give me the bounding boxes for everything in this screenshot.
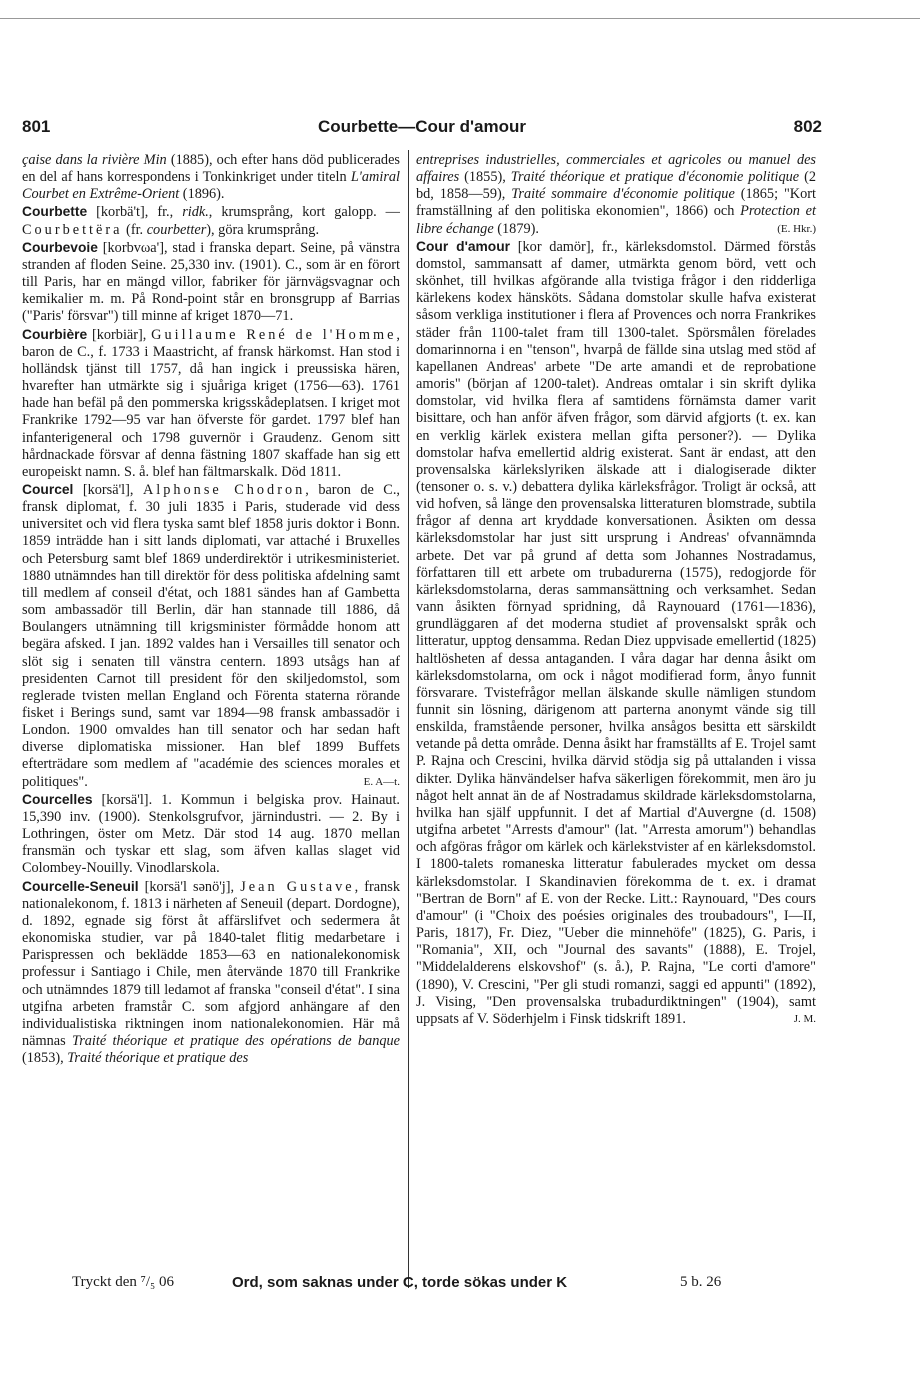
text: [korbvωa'], stad i franska depart. Seine, på vänstra stranden af floden Seine. 25,330 inv. (1901). C., som är en förort till Paris, har en mängd villor, fabriker för järnvägsvagnar och kemikalier m. m. På Rond-point står en bronsgrupp af Barrias ("Paris' försvar") till minne af kriget 1870—71. (22, 239, 400, 325)
entry-courcel (22, 481, 400, 791)
spaced-name: Alphonse Chodron (142, 481, 306, 498)
headword: Cour d'amour (416, 238, 511, 254)
entry-courbette (22, 203, 400, 238)
page-number-right: 802 (793, 117, 822, 136)
text: (1865; "Kort framställning af den politiska ekonomien", 1866) och (416, 186, 816, 220)
entry-cour-damour (416, 238, 816, 1028)
print-date: Tryckt den ⁷/₅ 06 (72, 1274, 174, 1290)
text: , fransk nationalekonom, f. 1813 i närheten af Seneuil (depart. Dordogne), d. 1892, egnade sig först åt affärslifvet och sedermera åt ekonomiska studier, var på 1840-talet flitig medarbetare i Parispressen och beklädde 1853—63 en nationalekonomisk professur i Santiago i Chile, men återvände 1870 till Frankrike och utnämndes 1879 till ledamot af franska "conseil d'état". I sina utgifna arbeten framstår C. som afgjord anhängare af den individualistiska riktningen inom nationalekonomien. Här må nämnas (22, 878, 400, 1049)
author-signature: E. A—t. (363, 775, 400, 788)
right-column (416, 152, 816, 1028)
text: (2 bd, 1858—59), (416, 169, 816, 203)
entry-courbiere (22, 326, 400, 481)
entry-courcelles (22, 791, 400, 878)
running-title: Courbette—Cour d'amour (317, 117, 527, 136)
entry-continuation (416, 152, 816, 238)
text: [korsä'l]. 1. Kommun i belgiska prov. Hainaut. 15,390 inv. (1900). Stenkolsgrufvor, järnindustri. — 2. By i Lothringen, öster om Metz. Där stod 14 aug. 1870 mellan fransmän och tyskar ett slag, som äfven kallas slaget vid Colombey-Nouilly. Vinodlarskola. (22, 791, 400, 877)
text-italic: Traité théorique et pratique des (67, 1050, 249, 1067)
text-italic: Traité théorique et pratique des opérations de banque (72, 1032, 401, 1049)
headword: Courcelle-Seneuil (22, 878, 139, 894)
left-column (22, 152, 400, 1067)
headword: Courbette (22, 204, 88, 220)
text-italic: L'amiral Courbet en Extrême-Orient (22, 169, 400, 203)
text: (fr. (122, 221, 147, 238)
spaced-name: Guillaume René de l'Homme (151, 326, 397, 343)
spaced-name: Jean Gustave (240, 878, 355, 895)
text: [korbiär], (87, 326, 152, 343)
text-italic: ridk. (182, 204, 209, 221)
text: [korsä'l sənö'j], (138, 878, 241, 895)
text-italic: Traité sommaire d'économie politique (511, 186, 735, 203)
text-italic: Traité théorique et pratique d'économie politique (510, 169, 800, 186)
text: ), göra krumsprång. (206, 221, 320, 238)
text-italic: courbetter (146, 221, 207, 238)
author-signature: (E. Hkr.) (777, 222, 816, 235)
sheet-signature: 5 b. 26 (680, 1274, 722, 1290)
text-italic: çaise dans la rivière Min (22, 152, 167, 168)
column-divider (408, 150, 409, 1288)
top-rule (0, 18, 920, 19)
author-signature: J. M. (793, 1012, 816, 1025)
page-footer (72, 1274, 812, 1296)
headword: Courbière (22, 326, 88, 342)
text-italic: entreprises industrielles, commerciales et agricoles ou manuel des affaires (416, 152, 816, 186)
headword: Courbevoie (22, 239, 98, 255)
page-header (22, 117, 822, 141)
page-number-left: 801 (22, 117, 51, 136)
entry-continuation (22, 152, 400, 203)
text: , baron de C., f. 1733 i Maastricht, af fransk härkomst. Han stod i holländsk tjänst till 1757, då han ingick i preussiska hären, hvarefter han utmärkte sig i sjuåriga kriget (1756—63). 1761 hade han befäl på den pommerska krigsskådeplatsen. I kriget mot Frankrike 1792—95 var han öfverste för gardet. 1797 blef han infanterigeneral och 1798 guvernör i Graudenz. Genom sitt hårdnackade försvar af denna fästning 1807 skaffade han sig ett europeiskt namn. S. å. blef han fältmarskalk. Död 1811. (22, 326, 400, 480)
text: , krumsprång, kort galopp. — (208, 204, 400, 221)
cross-reference-notice: Ord, som saknas under C, torde sökas under K (232, 1274, 568, 1291)
text: [korsä'l], (73, 481, 143, 498)
text-italic: Protection et libre échange (416, 203, 816, 237)
text: (1896). (179, 186, 225, 203)
headword: Courcelles (22, 791, 93, 807)
text: [korbä't], fr., (87, 204, 183, 221)
text: (1885), och efter hans död publicerades en del af hans korrespondens i Tonkinkriget under titeln (22, 152, 400, 186)
entry-courcelle-seneuil (22, 878, 400, 1068)
text: (1853), (22, 1050, 68, 1067)
text: (1855), (459, 169, 511, 186)
text: [kor damör], fr., kärleksdomstol. Därmed förstås domstol, sammansatt af damer, utmärkta genom börd, vett och skönhet, till hvilkas afgörande alla tvistiga frågor i den ridderliga kärlekens kodex hänsköts. Sådana domstolar skulle hafva existerat såsom verkliga institutioner i flera af Provences och norra Frankrikes städer från 1100-talet fram till 1300-talet. Spörsmålen förelades domarinnorna i en "tenson", hvarpå de fällde sina utslag med stöd af kapellanen Andreas' arbete "De arte amandi et de reprobatione amoris" (början af 1200-talet). Andreas omtalar i sin skrift dylika domstolar, vid hvilka flera af samtidens förnämsta damer varit bisittare, och han anför äfven frågor, som därvid afgjorts (t. ex. kan en verklig kärlek existera mellan gifta personer?). — Dylika domstolar hafva emellertid aldrig existerat. Sant är endast, att den provensalska kärlekslyriken älskade att i dialogiserade dikter (tensoner o. s. v.) debattera dylika kärleksfrågor. Troligt är också, att vid hofven, så länge den provensalska litteraturen blomstrade, subtila frågor af denna art kryddade konversationen. Åsikten om dessa kärleksdomstolar har just sitt ursprung i Andreas' ofvannämnda arbete. Det var på grund af detta som Johannes Nostradamus, författaren till ett arbete om trubadurerna (1575), redogjorde för kärleksdomstolarna, deras sammansättning och verksamhet. Sedan vann åsikten förnyad spridning, då Raynouard (1761—1836), grundläggaren af det moderna studiet af provensalskt språk och litteratur, upptog densamma. Redan Diez uppvisade emellertid (1825) haltlösheten af dessa antaganden. I våra dagar har denna åsikt om kärleksdomstolarna, om ock i något modifierad form, ånyo funnit försvarare. Tvistefrågor mellan älskande skulle nämligen stundom funnit sin lösning, därigenom att parterna anonymt vände sig till enskilda, framstående personer, hvilka ansågos besitta ett särskildt vetande på detta område. Denna åsikt har framställts af E. Trojel samt P. Rajna och Crescini, hvilka därvid stödja sig på uttalanden i vissa dikter. Dylika hänvändelser hafva säkerligen förekommit, men äro ju något helt annat än de af Nostradamus skildrade kärleksdomstolarna, hvilka han själf uppfunnit. I det af Martial d'Auvergne (d. 1508) utgifna arbetet "Arrests d'amour" (lat. "Arresta amorum") behandlas och afgöras frågor om kärlek och kärlekstvister af en kärleksdomstol. I 1800-talets romaneska litteratur fabulerades mycket om dessa kärleksdomstolar. I Skandinavien förekomma de t. ex. i dramat "Bertran de Born" af E. von der Recke. Litt.: Raynouard, "Des cours d'amour" (i "Choix des poésies originales des troubadours", I—II, Paris, 1817), Fr. Diez, "Ueber die minnehöfe" (1825), G. Paris, i "Romania", XII, och "Journal des savants" (1888), E. Trojel, "Middelalderens elskovshof" (s. å.), P. Rajna, "Le corti d'amore" (1890), V. Crescini, "Per gli studi romanzi, saggi ed appunti" (1892), J. Vising, "Den provensalska trubadurdiktningen" (1904), samt uppsats af V. Söderhjelm i Finsk tidskrift 1891. (416, 238, 816, 1027)
entry-courbevoie (22, 239, 400, 326)
text: , baron de C., fransk diplomat, f. 30 juli 1835 i Paris, studerade vid dess universitet och vid flera tyska samt blef 1858 juris doktor i Bonn. 1859 inträdde han i sitt lands diplomati, var attaché i Bruxelles och Petersburg samt blef 1869 underdirektör i utrikesministeriet. 1880 utnämndes han till direktör för dess politiska afdelning samt till medlem af conseil d'état, och 1881 sändes han af Gambetta som ambassadör till Berlin, där han stannade till 1886, då Boulangers utnämning till krigsminister förmådde honom att begära afsked. I jan. 1892 valdes han i Versailles till senator och slöt sig i senaten till vänstra centern. 1893 utsågs han af presidenten Carnot till president för den skiljedomstol, som reglerade tvisten mellan England och Förenta staterna rörande fisket i Berings sund, samt var 1894—98 fransk ambassadör i London. 1900 omvaldes han till senator och har sedan haft diverse diplomatiska missioner. Han blef 1899 Buffets efterträdare som medlem af "académie des sciences morales et politiques". (22, 481, 400, 790)
spaced-term: Courbettëra (22, 221, 123, 238)
text: (1879). (493, 220, 539, 237)
headword: Courcel (22, 481, 74, 497)
